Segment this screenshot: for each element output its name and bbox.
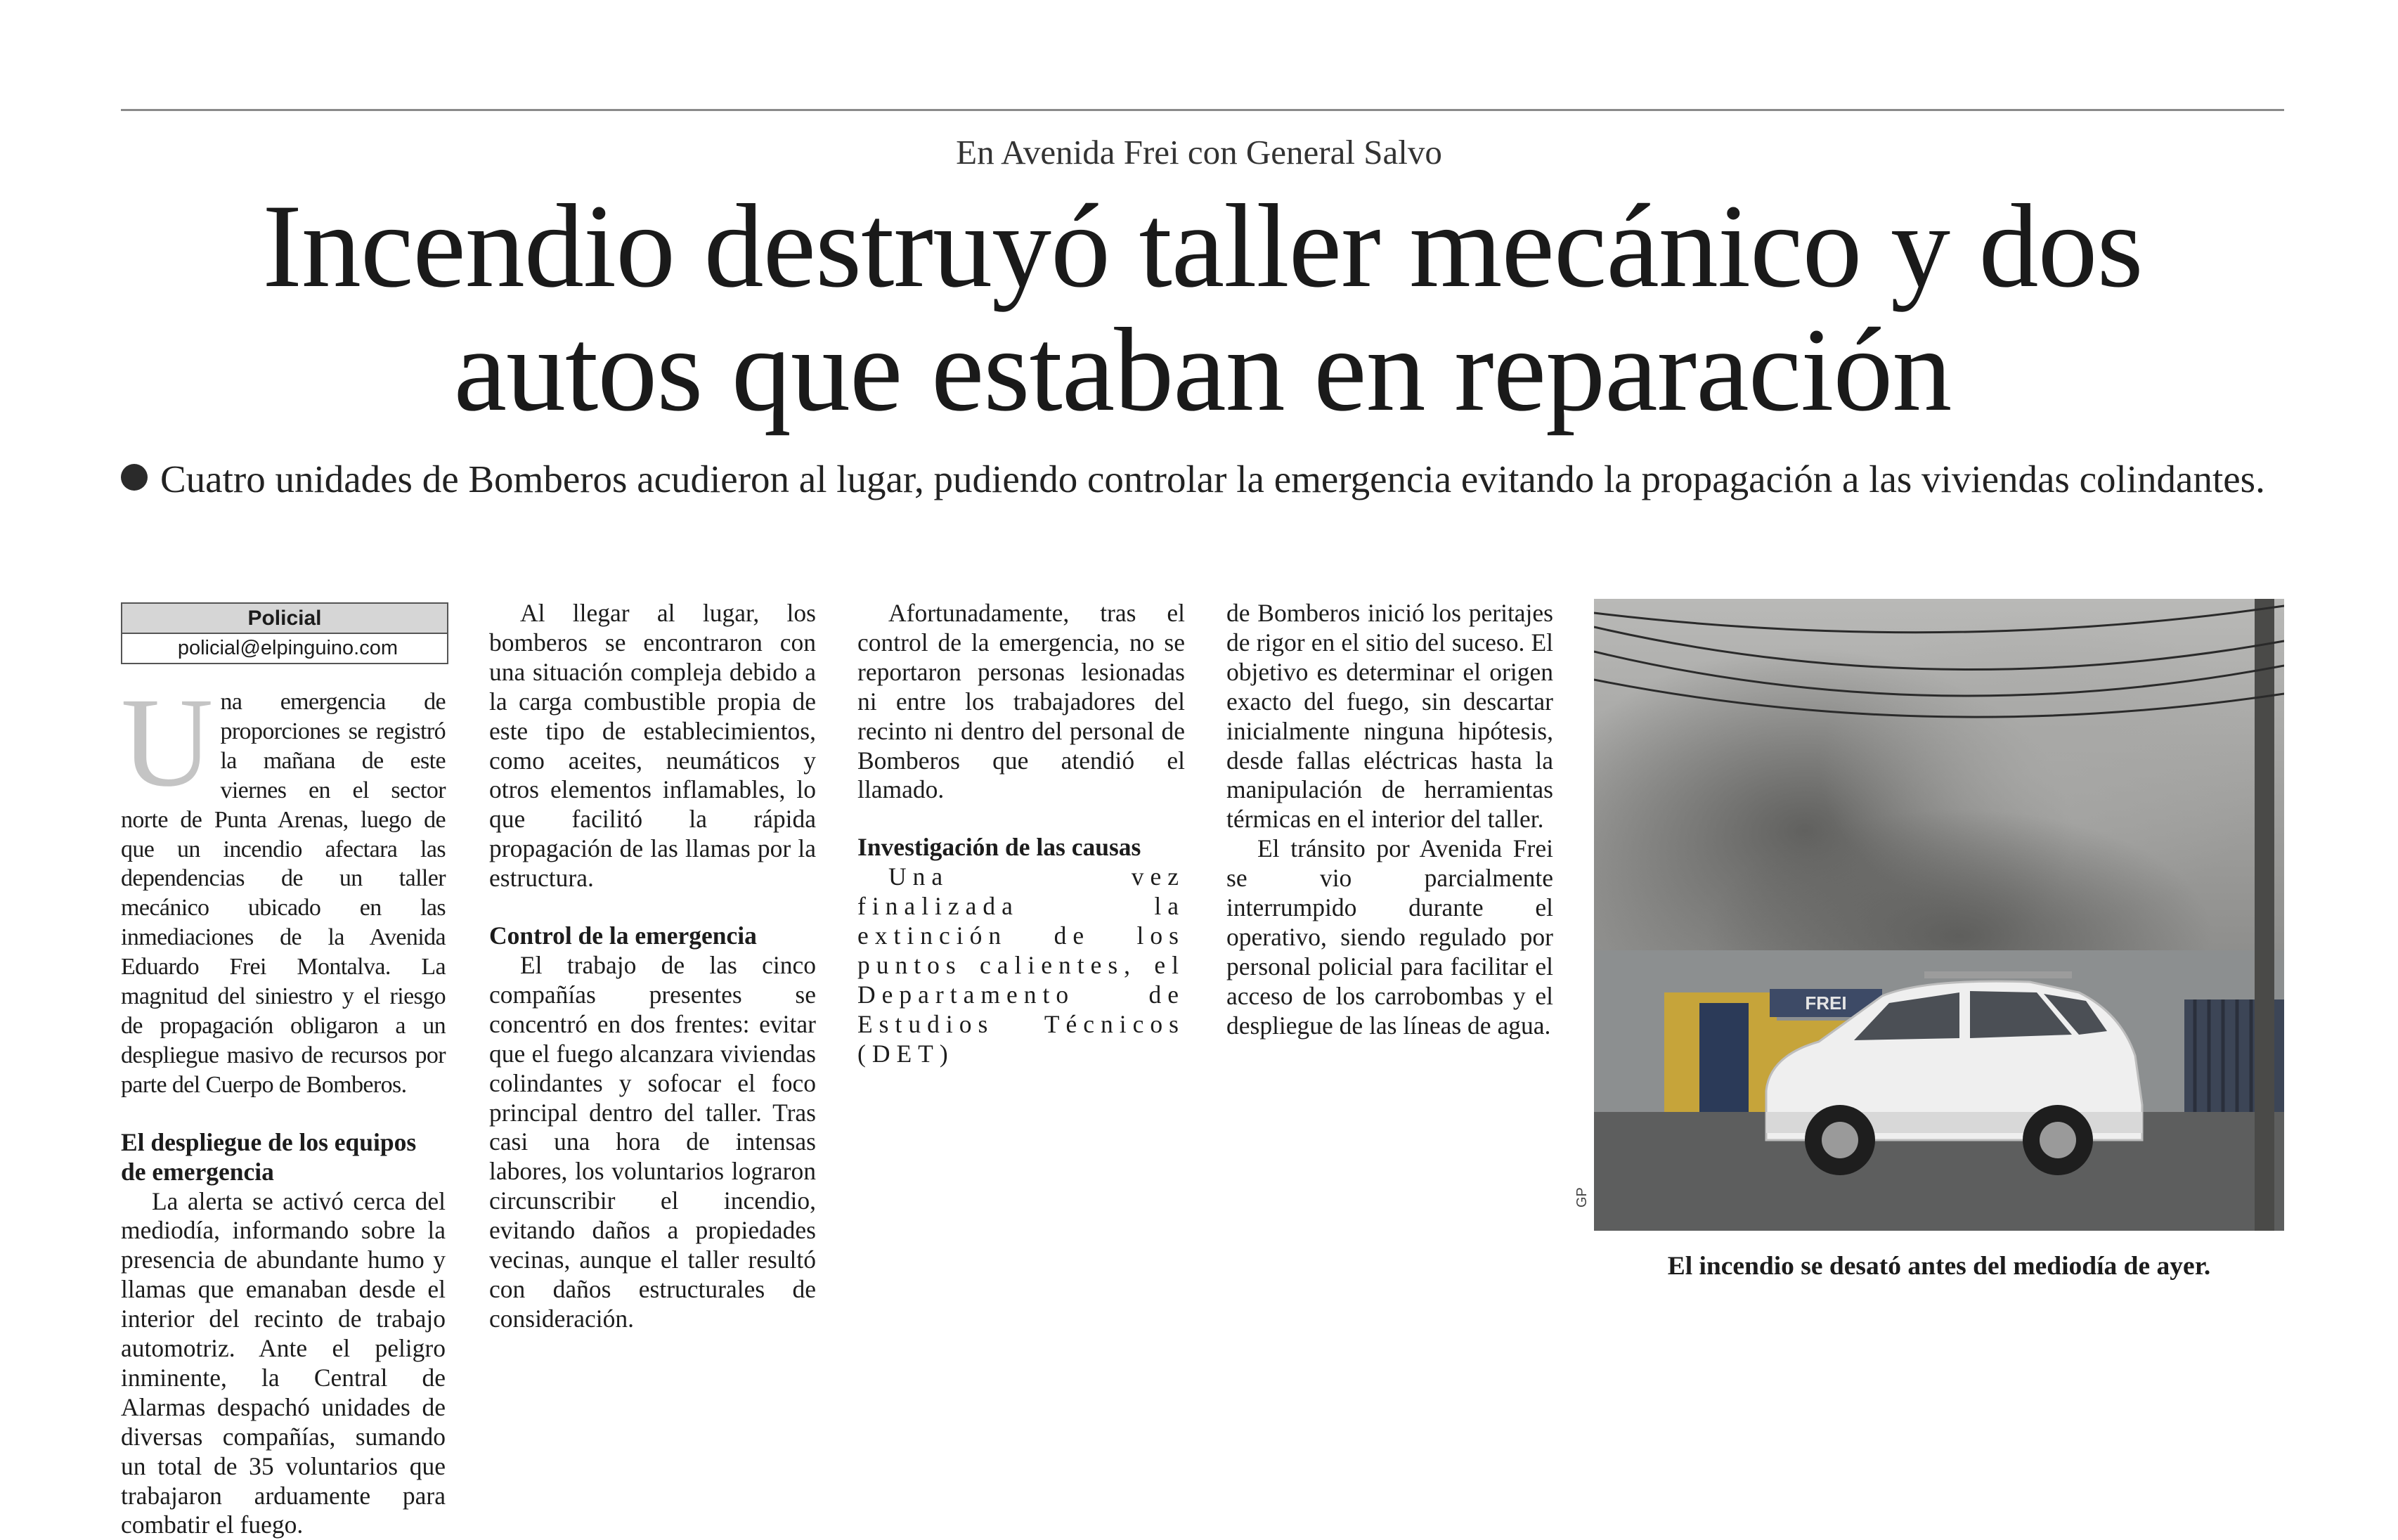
paragraph-investigacion-a: Una vez finalizada la extinción de los puntos calientes, el Departamento de Estudios Técnicos (DET) xyxy=(857,862,1185,1068)
paragraph-llegada: Al llegar al lugar, los bomberos se encontraron con una situación compleja debido a la carga combustible propia de este tipo de establecimientos, como aceites, neumáticos y otros elementos inflamables, lo que facilitó la rápida propagación de las llamas por la estructura. xyxy=(489,599,816,893)
column-2 xyxy=(489,599,816,1334)
paragraph-alerta: La alerta se activó cerca del mediodía, informando sobre la presencia de abundante humo y llamas que emanaban desde el interior del recinto de trabajo automotriz. Ante el peligro inminente, la Central de Alarmas despachó unidades de diversas compañías, sumando un total de 35 voluntarios que trabajaron arduamente para combatir el fuego. xyxy=(121,1187,446,1540)
news-photo xyxy=(1594,599,2284,1231)
column-1 xyxy=(121,687,446,1540)
paragraph-investigacion-b: de Bomberos inició los peritajes de rigor en el sitio del suceso. El objetivo es determinar el origen exacto del fuego, sin descartar inicialmente ninguna hipótesis, desde fallas eléctricas hasta la manipulación de herramientas térmicas en el interior del taller. xyxy=(1226,599,1553,834)
subhead xyxy=(121,455,2284,503)
headline-line-2: autos que estaban en reparación xyxy=(121,308,2284,432)
paragraph-trabajo: El trabajo de las cinco compañías presentes se concentró en dos frentes: evitar que el fuego alcanzara viviendas colindantes y sofocar el foco principal dentro del taller. Tras casi una hora de intensas labores, los voluntarios lograron circunscribir el incendio, evitando daños a propiedades vecinas, aunque el taller resultó con daños estructurales de consideración. xyxy=(489,951,816,1334)
photo-credit: GP xyxy=(1574,1187,1590,1208)
drop-cap: U xyxy=(121,690,213,796)
column-3 xyxy=(857,599,1185,1069)
headline-line-1: Incendio destruyó taller mecánico y dos xyxy=(121,184,2284,308)
kicker: En Avenida Frei con General Salvo xyxy=(0,132,2398,172)
subhead-text: Cuatro unidades de Bomberos acudieron al lugar, pudiendo controlar la emergencia evitando la propagación a las viviendas colindantes. xyxy=(160,458,2265,500)
workshop-sign-text: FREI xyxy=(1805,992,1846,1014)
subheading-control: Control de la emergencia xyxy=(489,921,816,951)
section-email: policial@elpinguino.com xyxy=(122,633,447,663)
paragraph-lesionados: Afortunadamente, tras el control de la emergencia, no se reportaron personas lesionadas ni entre los trabajadores del recinto ni dentro del personal de Bomberos que atendió el llamado. xyxy=(857,599,1185,805)
paragraph-lead: na emergencia de proporciones se registró la mañana de este viernes en el sector norte de Punta Arenas, luego de que un incendio afectara las dependencias de un taller mecánico ubicado en las inmediaciones de la Avenida Eduardo Frei Montalva. La magnitud del siniestro y el riesgo de propagación obligaron a un despliegue masivo de recursos por parte del Cuerpo de Bomberos. xyxy=(121,687,446,1100)
headline xyxy=(121,184,2284,432)
bullet-icon xyxy=(121,464,148,491)
subheading-despliegue: El despliegue de los equipos de emergencia xyxy=(121,1128,446,1187)
column-4 xyxy=(1226,599,1553,1041)
photo-caption: El incendio se desató antes del mediodía de ayer. xyxy=(1594,1251,2284,1281)
top-rule xyxy=(121,109,2284,111)
fire-scene-illustration xyxy=(1594,599,2284,1231)
paragraph-transito: El tránsito por Avenida Frei se vio parcialmente interrumpido durante el operativo, siendo regulado por personal policial para facilitar el acceso de los carrobombas y el despliegue de las líneas de agua. xyxy=(1226,834,1553,1040)
utility-pole xyxy=(2255,599,2274,1231)
section-box xyxy=(121,602,448,664)
section-name: Policial xyxy=(122,604,447,633)
workshop-door xyxy=(1699,1003,1749,1112)
subheading-investigacion: Investigación de las causas xyxy=(857,833,1185,862)
